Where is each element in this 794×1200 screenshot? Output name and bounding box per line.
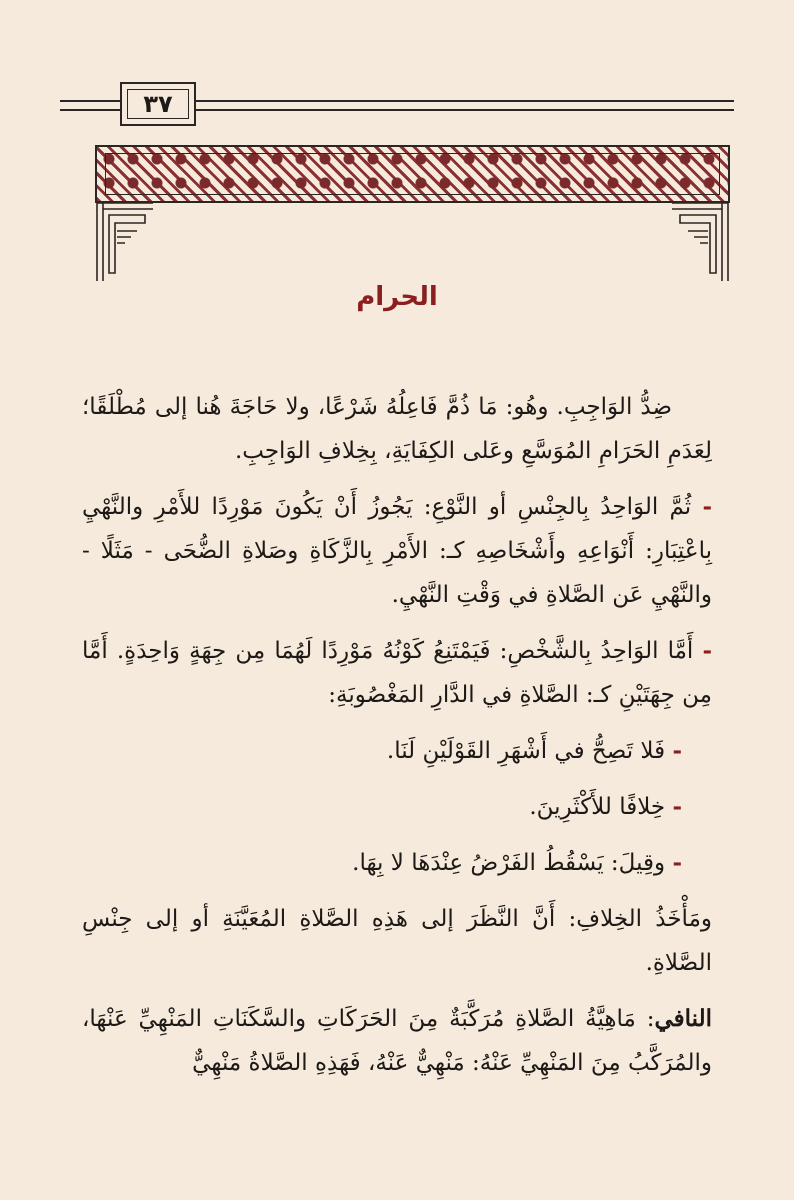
lead-term: النافي [654, 1005, 712, 1032]
paragraph-negator [82, 997, 712, 1085]
dash-marker: - [702, 493, 712, 520]
chapter-title: الحرام [356, 282, 438, 312]
body-text [82, 385, 712, 1097]
list-item-majority [82, 785, 712, 829]
list-item-text: خِلافًا للأَكْثَرِينَ. [529, 794, 673, 820]
dash-marker: - [672, 849, 682, 876]
dash-marker: - [672, 793, 682, 820]
ornament-band [95, 145, 730, 203]
ornament-inner-frame [105, 153, 720, 195]
paragraph-text: ثُمَّ الوَاحِدُ بِالجِنْسِ أو النَّوْعِ: يَجُوزُ أَنْ يَكُونَ مَوْرِدًا للأَمْرِ والنَّهْيِ بِاعْتِبَارِ: أَنْوَاعِهِ وأَشْخَاصِهِ كـ: الأَمْرِ بِالزَّكَاةِ وصَلاةِ الضُّحَى - مَثَلًا - والنَّهْيِ عَن الصَّلاةِ في وَقْتِ النَّهْيِ. [82, 494, 712, 608]
paragraph-definition: ضِدُّ الوَاجِبِ. وهُو: مَا ذُمَّ فَاعِلُهُ شَرْعًا، ولا حَاجَةَ هُنا إلى مُطْلَقًا؛ لِعَدَمِ الحَرَامِ المُوَسَّعِ وعَلى الكِفَايَةِ، بِخِلافِ الوَاجِبِ. [82, 394, 712, 464]
list-item-text: فَلا تَصِحُّ في أَشْهَرِ القَوْلَيْنِ لَنَا. [386, 738, 673, 764]
dash-marker: - [702, 637, 712, 664]
page-number-box [120, 82, 196, 126]
paragraph-source-of-dispute: ومَأْخَذُ الخِلافِ: أَنَّ النَّظَرَ إلى هَذِهِ الصَّلاةِ المُعَيَّنَةِ أو إلى جِنْسِ الصَّلاةِ. [82, 906, 712, 976]
list-item-invalid [82, 729, 712, 773]
dash-marker: - [672, 737, 682, 764]
page-number: ٣٧ [127, 89, 189, 119]
corner-ornament-left [95, 203, 155, 283]
corner-ornament-right [670, 203, 730, 283]
paragraph-species [82, 485, 712, 617]
paragraph-individual [82, 629, 712, 717]
list-item-said [82, 841, 712, 885]
paragraph-text: أَمَّا الوَاحِدُ بِالشَّخْصِ: فَيَمْتَنِعُ كَوْنُهُ مَوْرِدًا لَهُمَا مِن جِهَةٍ وَاحِدَةٍ. أَمَّا مِن جِهَتَيْنِ كـ: الصَّلاةِ في الدَّارِ المَغْصُوبَةِ: [82, 638, 712, 708]
list-item-text: وقِيلَ: يَسْقُطُ الفَرْضُ عِنْدَهَا لا بِهَا. [352, 850, 673, 876]
paragraph-text: : مَاهِيَّةُ الصَّلاةِ مُرَكَّبَةٌ مِنَ الحَرَكَاتِ والسَّكَنَاتِ المَنْهِيِّ عَنْهَا، والمُرَكَّبُ مِنَ المَنْهِيِّ عَنْهُ: مَنْهِيٌّ عَنْهُ، فَهَذِهِ الصَّلاةُ مَنْهِيٌّ [82, 1006, 712, 1076]
